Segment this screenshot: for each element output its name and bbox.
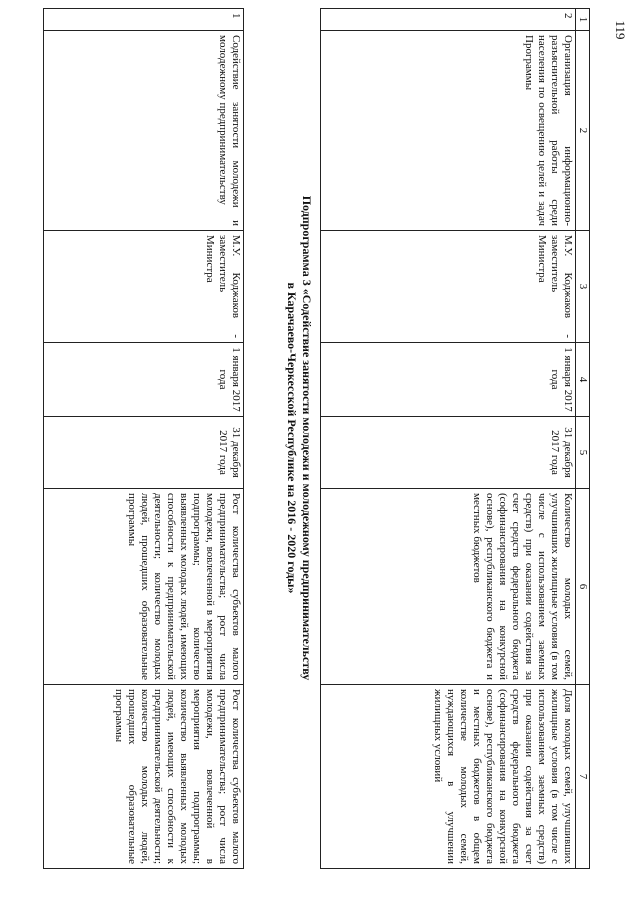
header-cell-5: 5 [576, 417, 590, 489]
responsible-person: М.У. Коджаков - заместитель Министра [44, 231, 244, 343]
activity-name: Содействие занятости молодежи и молодежному предпринимательству [44, 31, 244, 231]
subprogram-heading-line-1: Подпрограмма 3 «Содействие занятости молодежи и молодежному предпринимательству [300, 195, 314, 681]
header-cell-1: 1 [576, 9, 590, 31]
expected-result: Рост количества субъектов малого предпринимательства; рост числа молодежи, вовлеченной в мероприятия подпрограммы; количество выявленных молодых людей, имеющих способности к предпринимательской деятельности; количество молодых людей, прошедших образовательные программы [44, 489, 244, 685]
subprogram-heading [284, 8, 314, 868]
header-cell-2: 2 [576, 31, 590, 231]
header-cell-6: 6 [576, 489, 590, 685]
activity-name: Организация информационно-разъяснительной работы среди населения по освещению целей и задач Программы [321, 31, 576, 231]
end-date: 31 декабря 2017 года [321, 417, 576, 489]
row-index: 1 [44, 9, 244, 31]
table-row [321, 9, 576, 869]
subprogram-table [43, 8, 244, 869]
end-date: 31 декабря 2017 года [44, 417, 244, 489]
start-date: 1 января 2017 года [44, 343, 244, 417]
expected-result: Количество молодых семей, улучшивших жилищные условия (в том числе с использованием заемных средств) при оказании содействия за счет средств федерального бюджета (софинансирования на конкурсной основе), республиканского бюджета и местных бюджетов [321, 489, 576, 685]
plan-table [320, 8, 590, 869]
landscape-content [36, 8, 590, 868]
header-cell-3: 3 [576, 231, 590, 343]
table-row [44, 9, 244, 869]
target-indicator: Доля молодых семей, улучшивших жилищные условия (в том числе с использованием заемных средств) при оказании содействия за счет средств федерального бюджета (софинансирования на конкурсной основе), республиканского бюджета и местных бюджетов в общем количестве молодых семей, нуждающихся в улучшении жилищных условий [321, 685, 576, 869]
page-number: 119 [613, 20, 628, 40]
header-cell-4: 4 [576, 343, 590, 417]
target-indicator: Рост количества субъектов малого предпринимательства; рост числа молодежи, вовлеченной в мероприятия подпрограммы; количество выявленных молодых людей, имеющих способности к предпринимательской деятельности; количество молодых людей, прошедших образовательные программы [44, 685, 244, 869]
subprogram-heading-line-2: в Карачаево-Черкесской Республике на 2016 - 2020 годы» [285, 282, 299, 594]
table-header-row [576, 9, 590, 869]
start-date: 1 января 2017 года [321, 343, 576, 417]
row-index: 2 [321, 9, 576, 31]
rotated-page-area [36, 8, 590, 868]
header-cell-7: 7 [576, 685, 590, 869]
responsible-person: М.У. Коджаков - заместитель Министра [321, 231, 576, 343]
